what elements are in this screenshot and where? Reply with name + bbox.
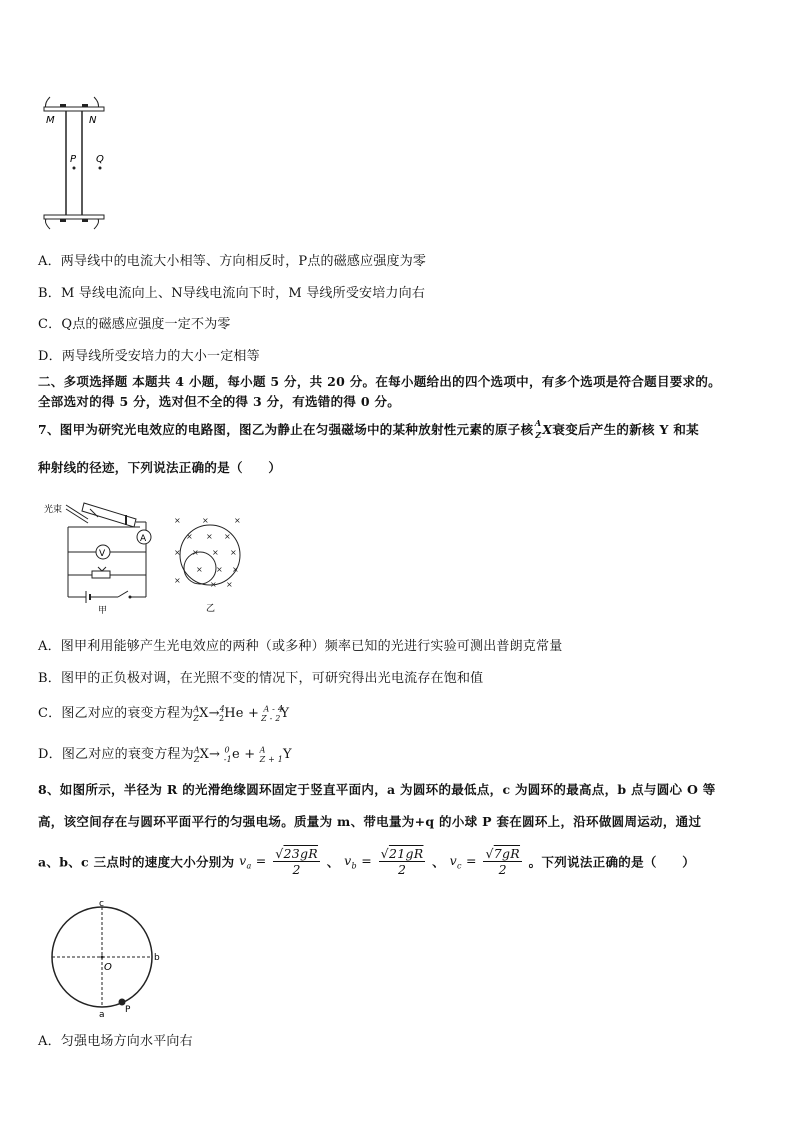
label-N: N [89, 115, 97, 126]
q8-stem-line2: 高，该空间存在与圆环平面平行的匀强电场。质量为 m、带电量为+q 的小球 P 套在圆环上，沿环做圆周运动，通过 [38, 814, 702, 829]
q7-option-a: A．图甲利用能够产生光电效应的两种（或多种）频率已知的光进行实验可测出普朗克常量 [38, 639, 563, 654]
label-b: b [154, 953, 160, 963]
vb-fraction: $\frac{√21gR}{2}$ [380, 846, 424, 877]
q7-stem-post: 衰变后产生的新核 Y 和某 [552, 422, 699, 437]
q7-stem-line2: 种射线的径迹，下列说法正确的是（ ） [38, 460, 282, 475]
section-2-heading: 二、多项选择题 本题共 4 小题，每小题 5 分，共 20 分。在每小题给出的四个选项中，有多个选项是符合题目要求的。 [38, 374, 721, 389]
svg-text:×: × [174, 548, 181, 557]
q6-option-d: D．两导线所受安培力的大小一定相等 [38, 349, 260, 364]
vc-fraction: $\frac{√7gR}{2}$ [485, 846, 521, 877]
label-light-beam: 光束 [44, 505, 63, 515]
q6-option-a: A．两导线中的电流大小相等、方向相反时，P点的磁感应强度为零 [38, 254, 427, 269]
svg-text:×: × [196, 565, 203, 574]
va-fraction: $\frac{√23gR}{2}$ [275, 846, 319, 877]
q8-stem-line1: 8、如图所示，半径为 R 的光滑绝缘圆环固定于竖直平面内，a 为圆环的最低点，c 为圆环的最高点，b 点与圆心 O 等 [38, 782, 716, 797]
ring-figure [45, 900, 165, 1018]
svg-text:×: × [192, 548, 199, 557]
svg-text:×: × [186, 532, 193, 541]
svg-text:×: × [174, 516, 181, 525]
label-P: P [70, 154, 77, 165]
q6-option-b: B．M 导线电流向上、N导线电流向下时，M 导线所受安培力向右 [38, 286, 426, 301]
svg-text:×: × [202, 516, 209, 525]
svg-text:×: × [230, 548, 237, 557]
magnetic-field-tracks-figure [168, 515, 252, 615]
photoelectric-circuit-figure [40, 497, 160, 615]
q7-option-c: C．图乙对应的衰变方程为$^A_Z$X→$^4_2$He + $^{A - 4}_{Z - 2}$Y [38, 704, 290, 723]
q6-option-c: C．Q点的磁感应强度一定不为零 [38, 317, 231, 332]
svg-text:×: × [234, 516, 241, 525]
isotope-notation: A Z [534, 417, 542, 440]
q7-stem-line1: 7、图甲为研究光电效应的电路图，图乙为静止在匀强磁场中的某种放射性元素的原子核 A Z X衰变后产生的新核 Y 和某 [38, 417, 699, 440]
label-jia: 甲 [98, 606, 108, 615]
q7-option-b: B．图甲的正负极对调，在光照不变的情况下，可研究得出光电流存在饱和值 [38, 671, 484, 686]
parallel-wires-figure [38, 95, 118, 230]
section-2-scoring: 全部选对的得 5 分，选对但不全的得 3 分，有选错的得 0 分。 [38, 394, 401, 409]
svg-text:×: × [232, 565, 239, 574]
svg-text:×: × [174, 576, 181, 585]
label-P-ball: P [125, 1005, 131, 1015]
label-c: c [99, 900, 104, 909]
svg-text:A: A [140, 534, 147, 544]
q8-option-a: A．匀强电场方向水平向右 [38, 1034, 193, 1049]
svg-text:×: × [216, 565, 223, 574]
svg-text:V: V [99, 549, 106, 559]
svg-text:×: × [206, 532, 213, 541]
q7-stem-pre: 7、图甲为研究光电效应的电路图，图乙为静止在匀强磁场中的某种放射性元素的原子核 [38, 422, 534, 437]
label-O: O [104, 962, 112, 973]
q7-option-d: D．图乙对应的衰变方程为$^A_Z$X→ $^0_{-1}$e + $^A_{Z + 1}$Y [38, 745, 292, 764]
q8-stem-line3: a、b、c 三点时的速度大小分别为 $v_a$ = $\frac{√23gR}{2}$ 、 $v_b$ = $\frac{√21gR}{2}$ 、 $v_c$ = $\frac{√7gR}{2}$ 。下列说法正确的是（ ） [38, 846, 696, 877]
svg-text:×: × [210, 580, 217, 589]
svg-text:×: × [212, 548, 219, 557]
label-a: a [99, 1010, 105, 1018]
svg-text:×: × [224, 532, 231, 541]
label-M: M [46, 115, 55, 126]
label-yi: 乙 [206, 604, 216, 614]
svg-text:×: × [226, 580, 233, 589]
label-Q: Q [96, 154, 104, 165]
